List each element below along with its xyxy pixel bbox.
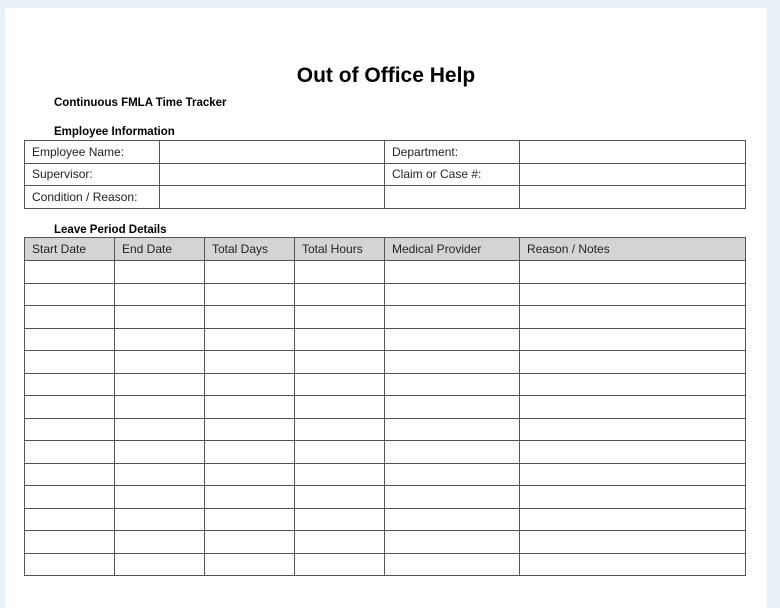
table-cell[interactable]: [115, 261, 205, 284]
table-cell[interactable]: [385, 328, 520, 351]
employee-info-heading: Employee Information: [54, 126, 175, 138]
document-page: [5, 8, 767, 608]
table-cell[interactable]: [115, 531, 205, 554]
table-cell[interactable]: [295, 283, 385, 306]
table-cell[interactable]: [205, 508, 295, 531]
table-cell[interactable]: [520, 396, 746, 419]
table-cell[interactable]: [115, 373, 205, 396]
table-cell[interactable]: [295, 351, 385, 374]
employee-field-label: Claim or Case #:: [385, 163, 520, 186]
table-cell[interactable]: [295, 531, 385, 554]
table-cell[interactable]: [115, 306, 205, 329]
table-cell[interactable]: [385, 396, 520, 419]
employee-field-value[interactable]: [160, 186, 385, 209]
table-cell[interactable]: [295, 373, 385, 396]
table-cell[interactable]: [385, 418, 520, 441]
table-cell[interactable]: [520, 508, 746, 531]
table-cell[interactable]: [115, 553, 205, 576]
employee-field-label: Condition / Reason:: [25, 186, 160, 209]
document-title: Out of Office Help: [296, 64, 476, 87]
table-row: [25, 486, 746, 509]
table-cell[interactable]: [520, 553, 746, 576]
table-cell[interactable]: [520, 531, 746, 554]
table-cell[interactable]: [520, 351, 746, 374]
table-cell[interactable]: [205, 418, 295, 441]
table-cell[interactable]: [385, 261, 520, 284]
table-cell[interactable]: [115, 508, 205, 531]
table-cell[interactable]: [25, 306, 115, 329]
table-cell[interactable]: [520, 486, 746, 509]
table-cell[interactable]: [115, 351, 205, 374]
table-cell[interactable]: [295, 553, 385, 576]
table-cell[interactable]: [520, 306, 746, 329]
employee-field-value[interactable]: [160, 141, 385, 164]
employee-field-label: [385, 186, 520, 209]
column-header: Total Days: [205, 238, 295, 261]
table-cell[interactable]: [205, 396, 295, 419]
table-cell[interactable]: [520, 328, 746, 351]
table-row: [25, 508, 746, 531]
table-cell[interactable]: [115, 441, 205, 464]
employee-field-label: Employee Name:: [25, 141, 160, 164]
column-header: Start Date: [25, 238, 115, 261]
table-cell[interactable]: [295, 328, 385, 351]
table-cell[interactable]: [25, 283, 115, 306]
table-cell[interactable]: [25, 328, 115, 351]
table-cell[interactable]: [25, 351, 115, 374]
employee-field-value[interactable]: [160, 163, 385, 186]
table-row: [25, 441, 746, 464]
column-header: Total Hours: [295, 238, 385, 261]
employee-info-row: [25, 163, 746, 186]
table-cell[interactable]: [115, 328, 205, 351]
employee-info-table: [24, 140, 746, 209]
table-cell[interactable]: [520, 283, 746, 306]
table-cell[interactable]: [520, 418, 746, 441]
table-cell[interactable]: [295, 306, 385, 329]
table-cell[interactable]: [205, 441, 295, 464]
table-cell[interactable]: [385, 486, 520, 509]
table-cell[interactable]: [385, 373, 520, 396]
table-cell[interactable]: [385, 531, 520, 554]
table-cell[interactable]: [205, 351, 295, 374]
leave-header-row: [25, 238, 746, 261]
table-cell[interactable]: [295, 441, 385, 464]
table-cell[interactable]: [205, 283, 295, 306]
table-cell[interactable]: [520, 261, 746, 284]
table-cell[interactable]: [385, 283, 520, 306]
employee-field-value[interactable]: [520, 186, 746, 209]
table-row: [25, 373, 746, 396]
table-cell[interactable]: [385, 351, 520, 374]
table-cell[interactable]: [295, 418, 385, 441]
table-row: [25, 553, 746, 576]
table-cell[interactable]: [295, 508, 385, 531]
table-cell[interactable]: [25, 441, 115, 464]
table-cell[interactable]: [115, 396, 205, 419]
leave-period-table: [24, 237, 746, 576]
table-cell[interactable]: [25, 373, 115, 396]
employee-field-label: Department:: [385, 141, 520, 164]
table-cell[interactable]: [205, 531, 295, 554]
table-cell[interactable]: [115, 463, 205, 486]
table-row: [25, 351, 746, 374]
table-cell[interactable]: [25, 418, 115, 441]
table-row: [25, 283, 746, 306]
table-cell[interactable]: [295, 396, 385, 419]
column-header: Medical Provider: [385, 238, 520, 261]
table-row: [25, 261, 746, 284]
table-cell[interactable]: [295, 463, 385, 486]
table-cell[interactable]: [205, 463, 295, 486]
table-cell[interactable]: [25, 261, 115, 284]
table-cell[interactable]: [205, 261, 295, 284]
table-cell[interactable]: [25, 508, 115, 531]
table-cell[interactable]: [205, 373, 295, 396]
employee-field-value[interactable]: [520, 141, 746, 164]
table-cell[interactable]: [385, 508, 520, 531]
table-row: [25, 531, 746, 554]
table-cell[interactable]: [25, 486, 115, 509]
table-cell[interactable]: [520, 463, 746, 486]
employee-field-value[interactable]: [520, 163, 746, 186]
table-cell[interactable]: [295, 486, 385, 509]
table-row: [25, 306, 746, 329]
table-cell[interactable]: [520, 441, 746, 464]
table-cell[interactable]: [205, 328, 295, 351]
column-header: End Date: [115, 238, 205, 261]
table-cell[interactable]: [115, 486, 205, 509]
table-cell[interactable]: [205, 306, 295, 329]
table-cell[interactable]: [205, 486, 295, 509]
table-row: [25, 328, 746, 351]
table-cell[interactable]: [115, 283, 205, 306]
column-header: Reason / Notes: [520, 238, 746, 261]
table-row: [25, 396, 746, 419]
table-cell[interactable]: [25, 463, 115, 486]
employee-info-row: [25, 186, 746, 209]
table-cell[interactable]: [385, 553, 520, 576]
table-cell[interactable]: [295, 261, 385, 284]
table-cell[interactable]: [205, 553, 295, 576]
table-cell[interactable]: [520, 373, 746, 396]
leave-period-heading: Leave Period Details: [54, 224, 167, 236]
table-cell[interactable]: [25, 553, 115, 576]
document-subtitle: Continuous FMLA Time Tracker: [54, 97, 227, 109]
table-cell[interactable]: [25, 531, 115, 554]
table-cell[interactable]: [385, 463, 520, 486]
table-cell[interactable]: [385, 306, 520, 329]
table-row: [25, 463, 746, 486]
employee-info-row: [25, 141, 746, 164]
table-cell[interactable]: [115, 418, 205, 441]
employee-field-label: Supervisor:: [25, 163, 160, 186]
table-cell[interactable]: [25, 396, 115, 419]
table-cell[interactable]: [385, 441, 520, 464]
table-row: [25, 418, 746, 441]
